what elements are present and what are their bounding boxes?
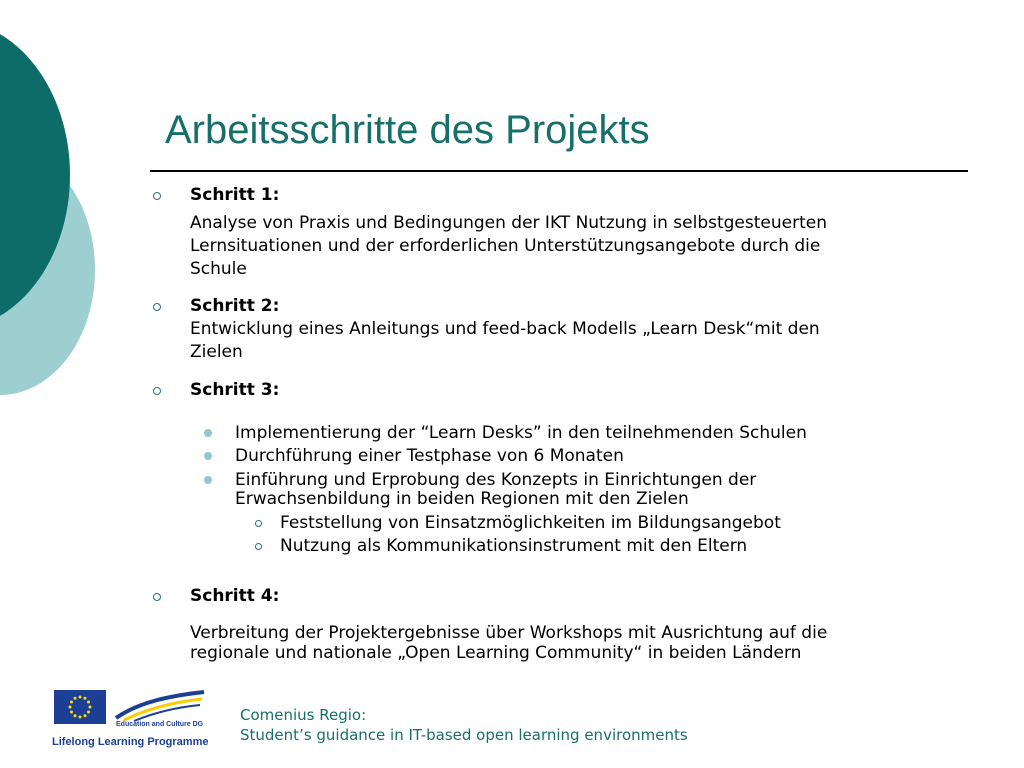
- step3-subitem3-line1: Einführung und Erprobung des Konzepts in Einrichtungen der: [235, 470, 757, 490]
- step3-subitem3-line2: Erwachsenbildung in beiden Regionen mit den Zielen: [235, 489, 689, 509]
- step3-subsubitem1: Feststellung von Einsatzmöglichkeiten im Bildungsangebot: [280, 513, 781, 533]
- step3-subsub2-bullet-icon: [255, 543, 262, 550]
- step3-subsub1-bullet-icon: [255, 520, 262, 527]
- step1-bullet-icon: [153, 192, 161, 200]
- step3-subsubitem2: Nutzung als Kommunikationsinstrument mit den Eltern: [280, 536, 748, 556]
- step3-subitem1-bullet-icon: [204, 429, 212, 437]
- eu-flag-icon: [54, 690, 106, 724]
- step3-subitem1: Implementierung der “Learn Desks” in den teilnehmenden Schulen: [235, 423, 807, 443]
- education-culture-dg-text: Education and Culture DG: [116, 721, 204, 728]
- step1-heading: Schritt 1:: [190, 185, 280, 205]
- step3-subitem3-bullet-icon: [204, 476, 212, 484]
- step4-heading: Schritt 4:: [190, 586, 280, 606]
- step2-heading: Schritt 2:: [190, 296, 280, 316]
- step2-bullet-icon: [153, 303, 161, 311]
- step1-line2: Lernsituationen und der erforderlichen Unterstützungsangebote durch die: [190, 236, 821, 256]
- step4-bullet-icon: [153, 593, 161, 601]
- step2-line1: Entwicklung eines Anleitungs und feed-back Modells „Learn Desk“mit den: [190, 319, 820, 339]
- step3-subitem2-bullet-icon: [204, 452, 212, 460]
- step1-line1: Analyse von Praxis und Bedingungen der IKT Nutzung in selbstgesteuerten: [190, 213, 827, 233]
- slide-title: Arbeitsschritte des Projekts: [165, 108, 650, 152]
- step2-line2: Zielen: [190, 342, 243, 362]
- step3-subitem2: Durchführung einer Testphase von 6 Monaten: [235, 446, 624, 466]
- step3-heading: Schritt 3:: [190, 380, 280, 400]
- step4-line2: regionale und nationale „Open Learning Community“ in beiden Ländern: [190, 643, 802, 663]
- education-culture-swoosh-icon: [114, 688, 206, 722]
- lifelong-learning-logo: [52, 688, 208, 752]
- step4-line1: Verbreitung der Projektergebnisse über Workshops mit Ausrichtung auf die: [190, 623, 828, 643]
- step1-line3: Schule: [190, 259, 247, 279]
- footer-line2: Student’s guidance in IT-based open learning environments: [240, 726, 688, 744]
- step3-bullet-icon: [153, 387, 161, 395]
- lifelong-learning-programme-text: Lifelong Learning Programme: [52, 736, 209, 748]
- footer-line1: Comenius Regio:: [240, 706, 367, 724]
